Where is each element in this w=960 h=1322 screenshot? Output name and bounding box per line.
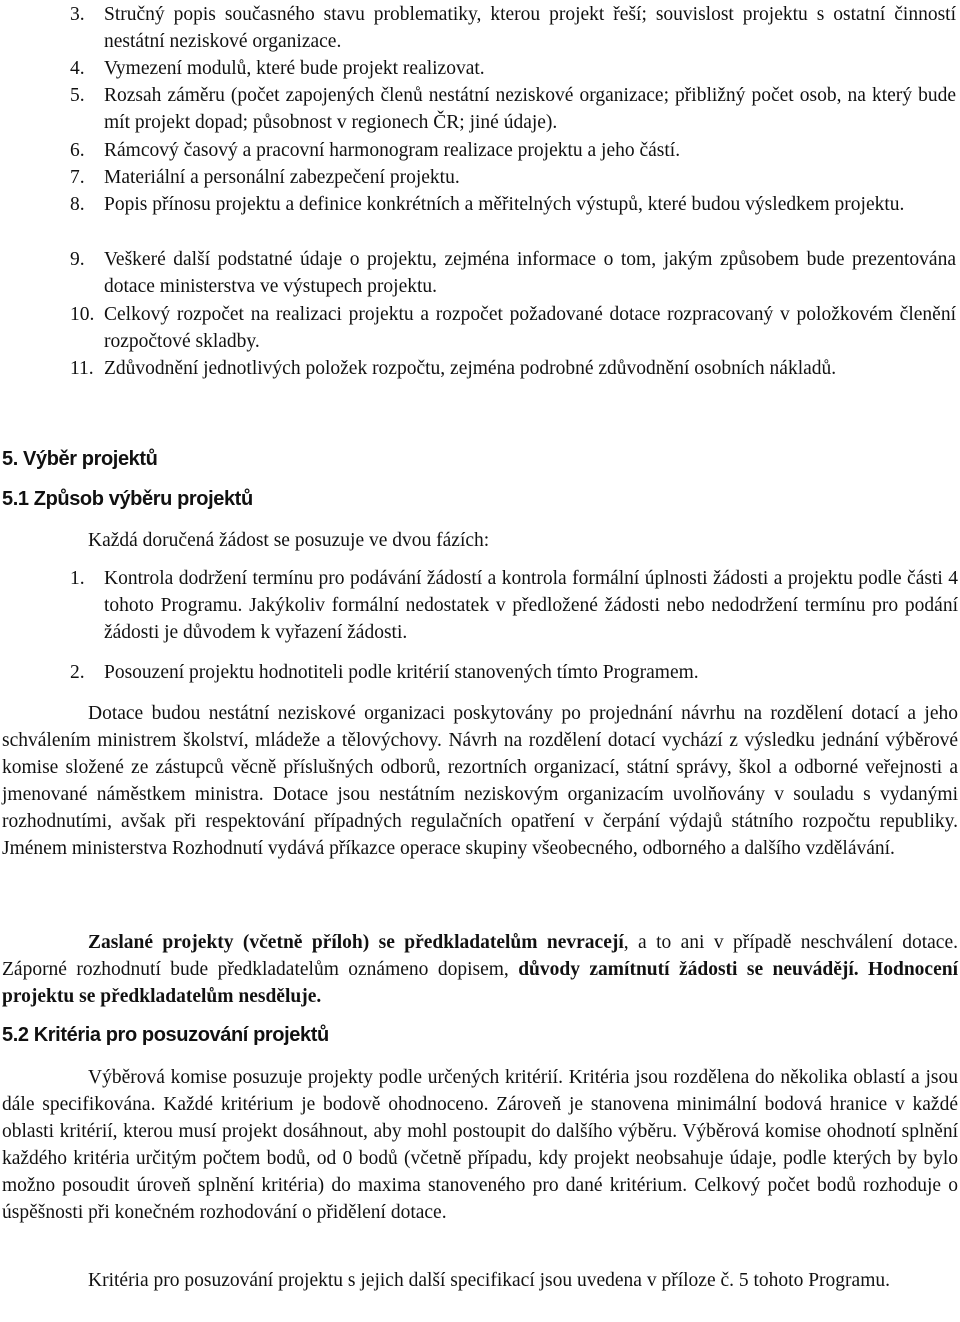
phase-text: Posouzení projektu hodnotiteli podle kritérií stanovených tímto Programem. [104, 662, 699, 683]
phase-number: 1. [70, 568, 85, 589]
list-item [0, 137, 960, 164]
subsection-heading: 5.1 Způsob výběru projektů [2, 488, 253, 510]
list-item-number: 9. [70, 249, 85, 270]
list-item-text: Celkový rozpočet na realizaci projektu a rozpočet požadované dotace rozpracovaný v položkovém členění rozpočtové skladby. [104, 304, 956, 352]
list-item [0, 301, 960, 355]
selection-paragraph: Dotace budou nestátní neziskové organizaci poskytovány po projednání návrhu na rozdělení dotací a jeho schválením ministrem školství, mládeže a tělovýchovy. Návrh na rozdělení dotací vychází z výsledku jednání výběrové komise složené ze zástupců věcně příslušných odborů, rezortních organizací, státní správy, škol a odborné veřejnosti a jmenované náměstkem ministra. Dotace jsou nestátním neziskovým organizacím uvolňovány v souladu s vydanými rozhodnutími, avšak při respektování případných regulačních opatření v čerpání výdajů státního rozpočtu republiky. Jménem ministerstva Rozhodnutí vydává příkazce operace skupiny všeobecného, odborného a dalšího vzdělávání. [2, 703, 958, 859]
list-item [0, 355, 960, 382]
return-policy-text: , a to ani v případě neschválení dotace. Záporné rozhodnutí bude předkladatelům oznámeno dopisem, [2, 932, 958, 980]
list-item-text: Rozsah záměru (počet zapojených členů nestátní neziskové organizace; přibližný počet osob, na který bude mít projekt dopad; působnost v regionech ČR; jiné údaje). [104, 85, 956, 133]
phase-item [70, 659, 958, 686]
list-item-text: Stručný popis současného stavu problematiky, kterou projekt řeší; souvislost projektu s ostatní činností nestátní neziskové organizace. [104, 4, 956, 52]
list-item-text: Rámcový časový a pracovní harmonogram realizace projektu a jeho částí. [104, 140, 681, 161]
list-item-text: Popis přínosu projektu a definice konkrétních a měřitelných výstupů, které budou výsledkem projektu. [104, 194, 905, 215]
subsection-heading: 5.2 Kritéria pro posuzování projektů [2, 1024, 329, 1046]
phase-text: Kontrola dodržení termínu pro podávání žádostí a kontrola formální úplnosti žádosti a projektu podle části 4 tohoto Programu. Jakýkoliv formální nedostatek v předložené žádosti nebo nedodržení termínu pro podání žádosti je důvodem k vyřazení žádosti. [104, 568, 958, 643]
list-item-number: 11. [70, 358, 94, 379]
phase-item [70, 565, 958, 646]
list-item-number: 7. [70, 167, 85, 188]
section-heading: 5. Výběr projektů [2, 448, 158, 470]
return-policy-paragraph [2, 929, 958, 1010]
criteria-annex-paragraph: Kritéria pro posuzování projektu s jejich další specifikací jsou uvedena v příloze č. 5 tohoto Programu. [88, 1270, 890, 1291]
criteria-paragraph: Výběrová komise posuzuje projekty podle určených kritérií. Kritéria jsou rozdělena do několika oblastí a jsou dále specifikována. Každé kritérium je bodově ohodnoceno. Zároveň je stanovena minimální bodová hranice v každé oblasti kritérií, kterou musí projekt dosáhnout, aby mohl postoupit do dalšího výběru. Výběrová komise ohodnotí splnění každého kritéria určitým počtem bodů, od 0 bodů (včetně případu, kdy projekt neobsahuje údaje, podle kterých by bylo možno posoudit úroveň splnění kritéria) do maxima stanoveného pro dané kritérium. Celkový počet bodů rozhoduje o úspěšnosti při konečném rozhodování o přidělení dotace. [2, 1067, 958, 1223]
list-item-number: 6. [70, 140, 85, 161]
list-item-text: Veškeré další podstatné údaje o projektu, zejména informace o tom, jakým způsobem bude prezentována dotace ministerstva ve výstupech projektu. [104, 249, 956, 297]
phase-number: 2. [70, 662, 85, 683]
list-item [0, 191, 960, 218]
list-item [0, 82, 960, 136]
list-item [0, 246, 960, 300]
phases-intro: Každá doručená žádost se posuzuje ve dvou fázích: [88, 530, 490, 551]
list-item-number: 4. [70, 58, 85, 79]
list-item-text: Vymezení modulů, které bude projekt realizovat. [104, 58, 485, 79]
list-item-number: 3. [70, 4, 85, 25]
list-item-number: 5. [70, 85, 85, 106]
list-item [0, 1, 960, 55]
list-item [0, 164, 960, 191]
return-policy-bold: Zaslané projekty (včetně příloh) se předkladatelům nevracejí [88, 932, 624, 953]
list-item-number: 10. [70, 304, 95, 325]
list-item-number: 8. [70, 194, 85, 215]
list-item-text: Zdůvodnění jednotlivých položek rozpočtu, zejména podrobné zdůvodnění osobních nákladů. [104, 358, 837, 379]
rejection-reason-bold: důvody zamítnutí žádosti se neuvádějí. Hodnocení projektu se předkladatelům nesděluje. [2, 959, 958, 1007]
list-item [0, 55, 960, 82]
list-item-text: Materiální a personální zabezpečení projektu. [104, 167, 460, 188]
